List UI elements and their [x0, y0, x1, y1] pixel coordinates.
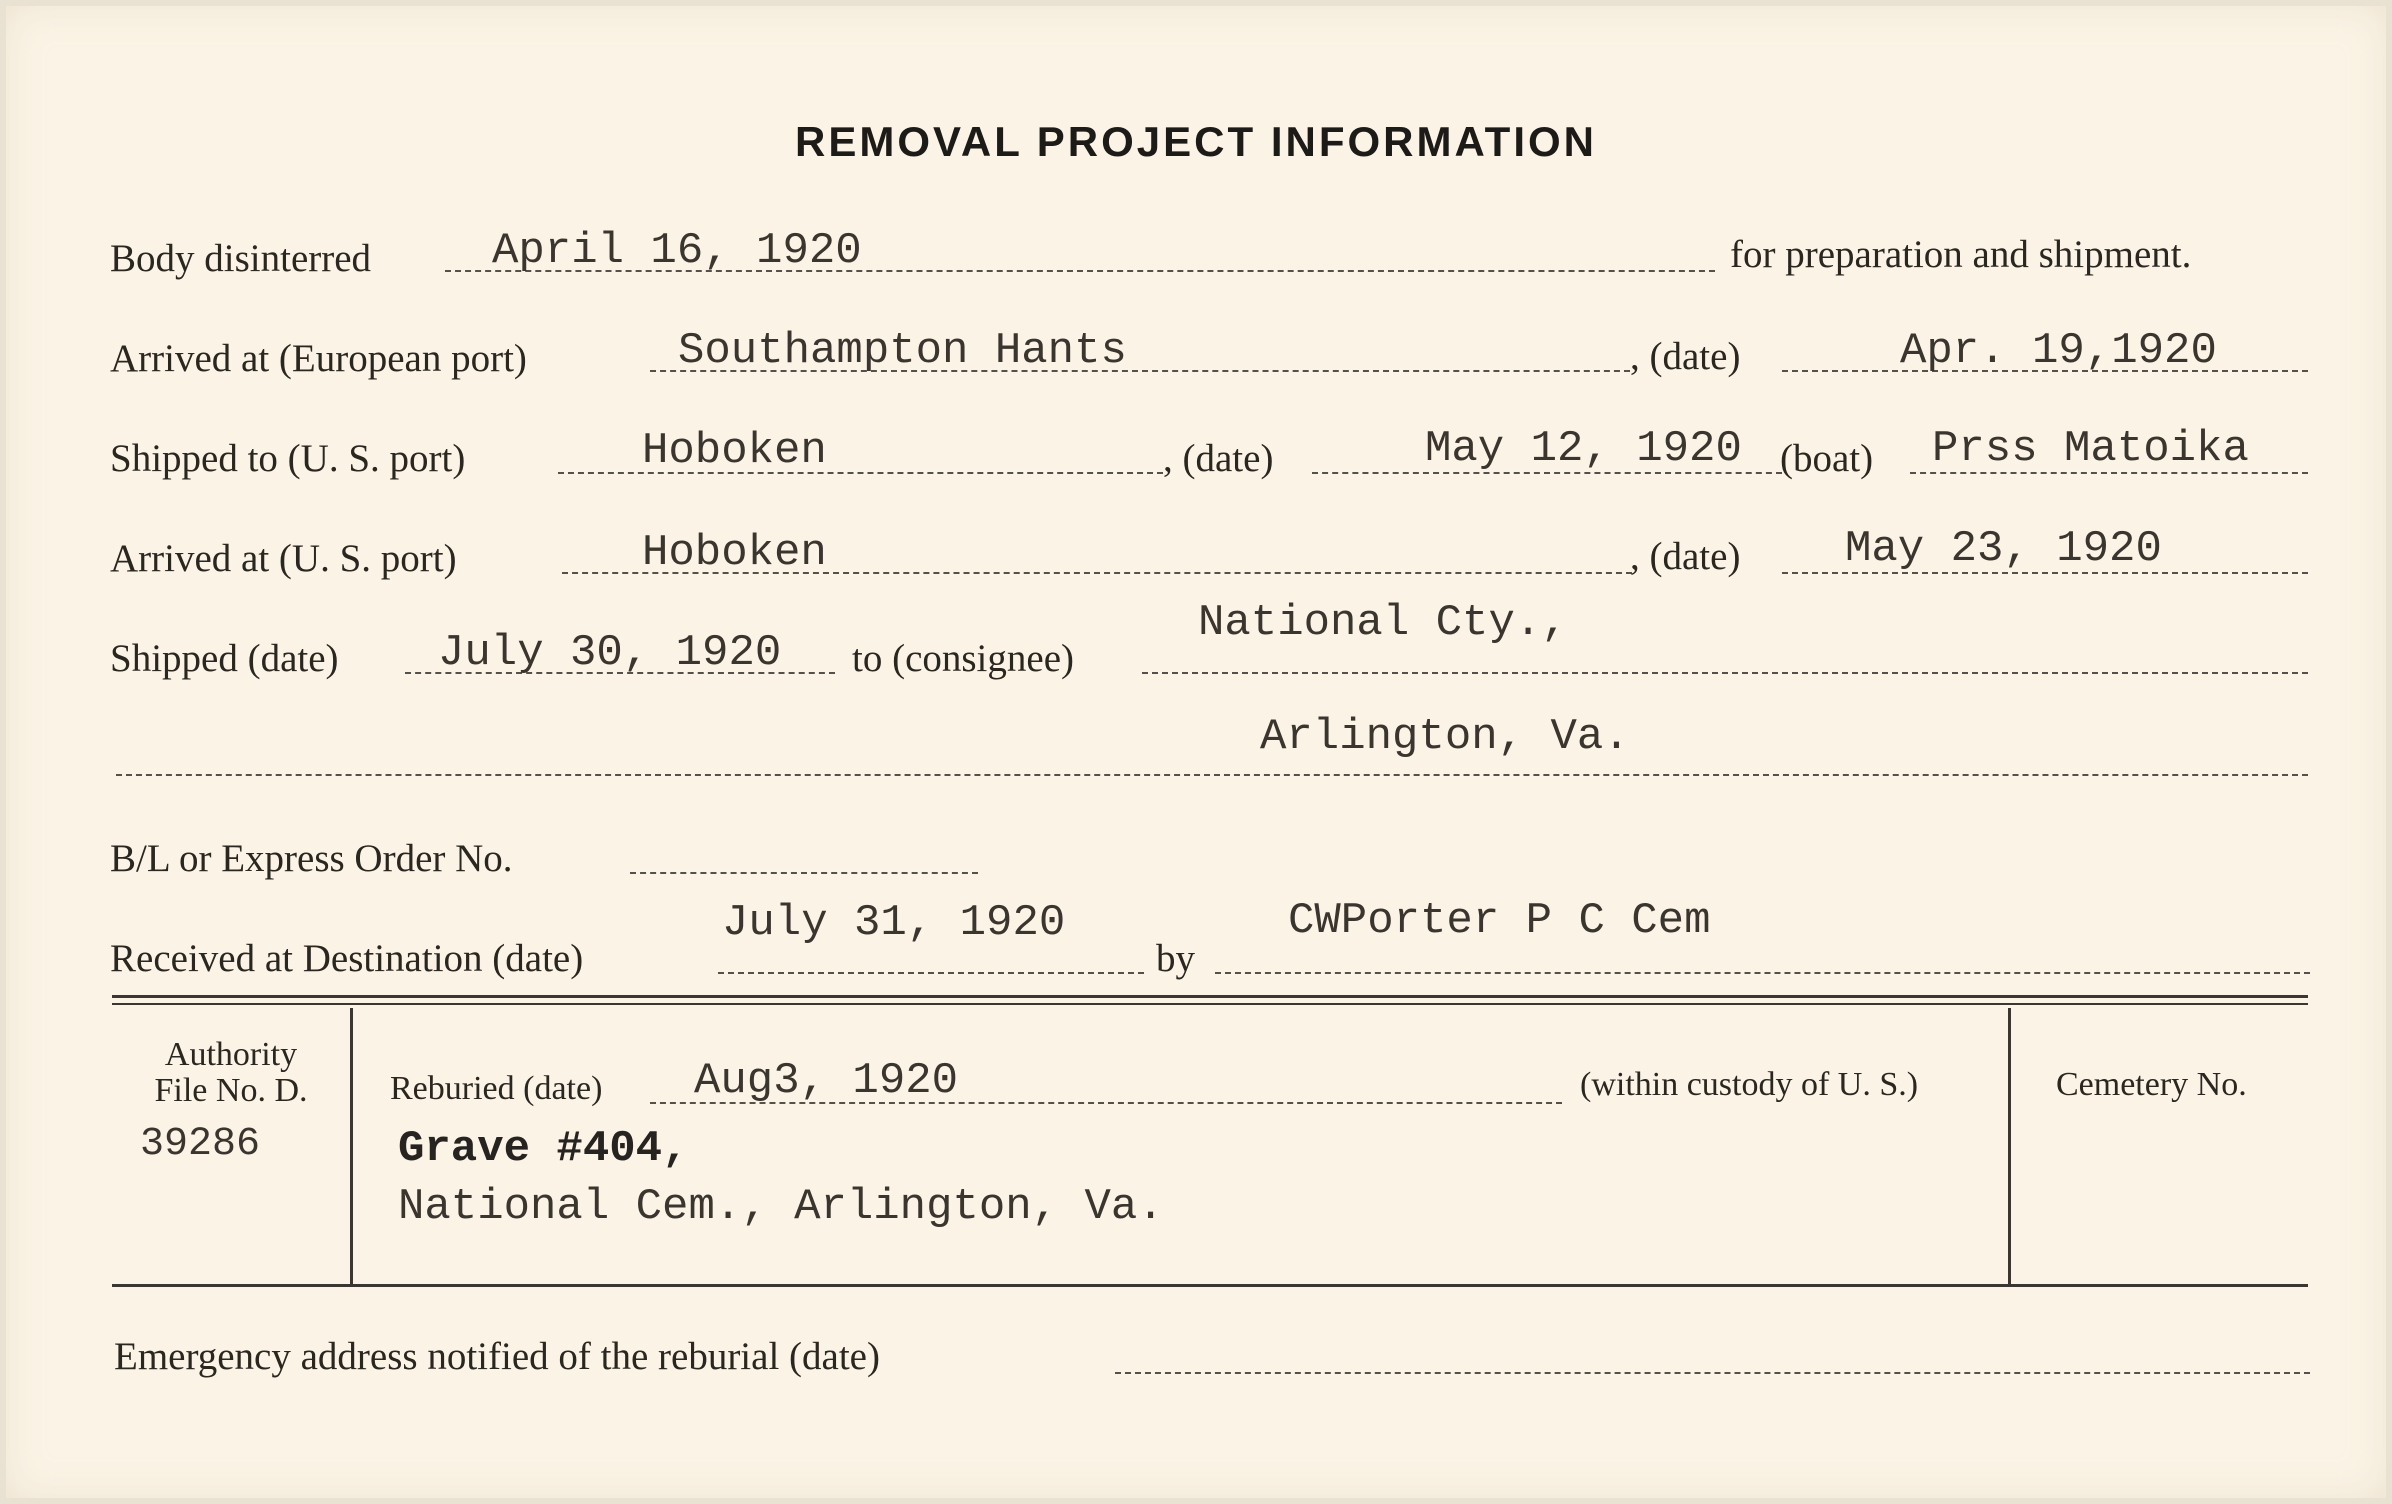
arrived-european-port: Southampton Hants: [678, 326, 1127, 376]
page-title: REMOVAL PROJECT INFORMATION: [794, 118, 1597, 165]
reburied-location-line2: National Cem., Arlington, Va.: [398, 1182, 1164, 1232]
shipped-date: July 30, 1920: [438, 628, 782, 678]
bl-order-label: B/L or Express Order No.: [110, 837, 513, 880]
custody-label: (within custody of U. S.): [1580, 1066, 1919, 1103]
authority-label-2: File No. D.: [154, 1072, 308, 1109]
reburied-date: Aug3, 1920: [694, 1056, 959, 1106]
arrived-european-date: Apr. 19,1920: [1900, 326, 2217, 376]
body-disinterred-suffix: for preparation and shipment.: [1730, 233, 2192, 276]
box-bottom-rule: [112, 1284, 2308, 1287]
received-by-label: by: [1156, 937, 1195, 980]
received-by: CWPorter P C Cem: [1288, 896, 1711, 946]
consignee-line-1: [1142, 672, 2308, 674]
shipped-us-label: Shipped to (U. S. port): [110, 437, 466, 480]
shipped-us-port: Hoboken: [642, 426, 827, 476]
shipped-us-date: May 12, 1920: [1425, 424, 1742, 474]
emergency-label: Emergency address notified of the reburial (date): [114, 1335, 880, 1378]
received-date-line: [718, 972, 1144, 974]
arrived-european-label: Arrived at (European port): [110, 337, 527, 380]
arrived-us-date-label: , (date): [1630, 535, 1741, 578]
received-label: Received at Destination (date): [110, 937, 584, 980]
consignee-value-line2: Arlington, Va.: [1260, 712, 1630, 762]
box-divider-right: [2008, 1008, 2011, 1284]
body-disinterred-value: April 16, 1920: [492, 226, 862, 276]
reburied-label: Reburied (date): [390, 1070, 603, 1107]
emergency-line: [1115, 1372, 2310, 1374]
bl-order-line: [630, 872, 978, 874]
authority-label-1: Authority: [164, 1036, 298, 1073]
reburied-location-line1: Grave #404,: [398, 1124, 689, 1174]
shipped-us-date-label: , (date): [1163, 437, 1274, 480]
box-top-rule-2: [112, 1003, 2308, 1005]
shipped-us-boat-label: (boat): [1780, 437, 1874, 480]
record-card: [6, 6, 2386, 1498]
body-disinterred-label: Body disinterred: [110, 237, 372, 280]
received-date: July 31, 1920: [722, 898, 1066, 948]
authority-file-no: 39286: [139, 1122, 261, 1167]
consignee-value-line1: National Cty.,: [1198, 598, 1568, 648]
received-by-line: [1215, 972, 2310, 974]
box-top-rule-1: [112, 995, 2308, 998]
consignee-line-2: [116, 774, 2308, 776]
shipped-date-label: Shipped (date): [110, 637, 339, 680]
cemetery-label: Cemetery No.: [2056, 1066, 2247, 1103]
shipped-us-boat: Prss Matoika: [1932, 424, 2249, 474]
arrived-us-label: Arrived at (U. S. port): [110, 537, 457, 580]
arrived-us-port: Hoboken: [642, 528, 827, 578]
arrived-us-date: May 23, 1920: [1845, 524, 2162, 574]
arrived-european-date-label: , (date): [1630, 335, 1741, 378]
consignee-label: to (consignee): [852, 637, 1075, 680]
box-divider-left: [350, 1008, 353, 1284]
